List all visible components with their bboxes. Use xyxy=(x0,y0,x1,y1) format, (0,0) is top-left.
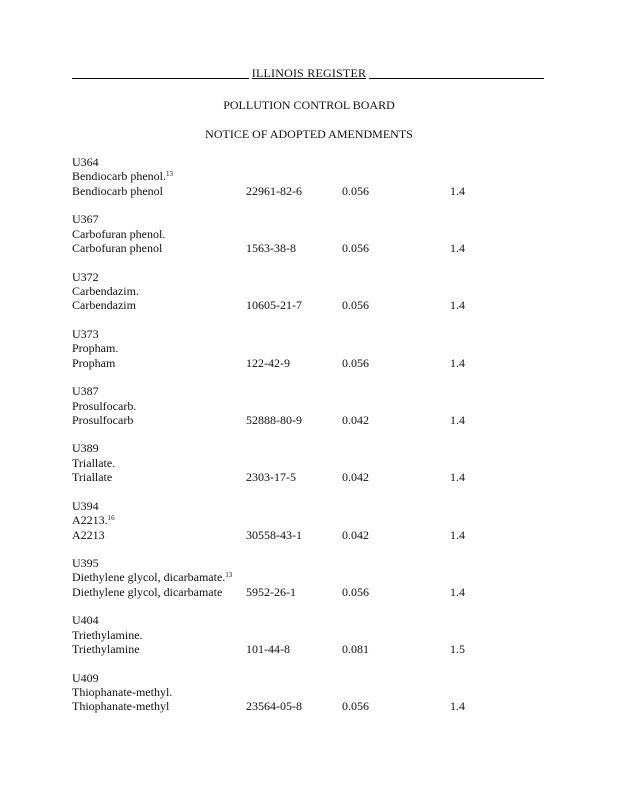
constituent-name: Diethylene glycol, dicarbamate xyxy=(72,584,223,599)
waste-entry xyxy=(72,327,552,384)
footnote-marker: 16 xyxy=(107,514,115,523)
waste-code: U409 xyxy=(72,670,99,685)
waste-description xyxy=(72,399,136,413)
nonwastewater-standard: 1.4 xyxy=(450,355,465,370)
constituent-name: Prosulfocarb xyxy=(72,412,134,427)
waste-entry xyxy=(72,556,552,613)
cas-number: 30558-43-1 xyxy=(246,527,302,542)
waste-entry xyxy=(72,499,552,556)
waste-code: U395 xyxy=(72,556,99,571)
description-text: Carbendazim. xyxy=(72,283,139,298)
description-text: Triallate. xyxy=(72,455,116,470)
nonwastewater-standard: 1.4 xyxy=(450,412,465,427)
waste-description xyxy=(72,570,232,584)
waste-description xyxy=(72,169,173,183)
constituent-name: Triethylamine xyxy=(72,642,140,657)
description-text: Bendiocarb phenol. xyxy=(72,169,166,184)
waste-description xyxy=(72,685,172,699)
waste-code: U394 xyxy=(72,498,99,513)
description-text: Carbofuran phenol. xyxy=(72,226,166,241)
description-text: A2213. xyxy=(72,513,108,528)
waste-description xyxy=(72,628,143,642)
waste-code-list xyxy=(72,155,552,728)
description-text: Triethylamine. xyxy=(72,627,143,642)
nonwastewater-standard: 1.4 xyxy=(450,527,465,542)
waste-code: U389 xyxy=(72,441,99,456)
waste-description xyxy=(72,513,115,527)
notice-title: NOTICE OF ADOPTED AMENDMENTS xyxy=(205,127,413,141)
wastewater-standard: 0.042 xyxy=(342,470,369,485)
footnote-marker: 13 xyxy=(165,170,173,179)
cas-number: 22961-82-6 xyxy=(246,183,302,198)
board-name: POLLUTION CONTROL BOARD xyxy=(223,98,395,112)
cas-number: 101-44-8 xyxy=(246,642,290,657)
waste-entry xyxy=(72,270,552,327)
wastewater-standard: 0.056 xyxy=(342,183,369,198)
wastewater-standard: 0.081 xyxy=(342,642,369,657)
description-text: Thiophanate-methyl. xyxy=(72,685,173,700)
wastewater-standard: 0.056 xyxy=(342,584,369,599)
waste-description xyxy=(72,227,165,241)
nonwastewater-standard: 1.4 xyxy=(450,183,465,198)
constituent-name: Thiophanate-methyl xyxy=(72,699,170,714)
cas-number: 52888-80-9 xyxy=(246,412,302,427)
constituent-name: Carbendazim xyxy=(72,298,136,313)
cas-number: 23564-05-8 xyxy=(246,699,302,714)
description-text: Diethylene glycol, dicarbamate. xyxy=(72,570,226,585)
description-text: Prosulfocarb. xyxy=(72,398,137,413)
waste-description xyxy=(72,341,118,355)
nonwastewater-standard: 1.4 xyxy=(450,241,465,256)
footnote-marker: 13 xyxy=(225,571,233,580)
waste-entry xyxy=(72,155,552,212)
wastewater-standard: 0.056 xyxy=(342,355,369,370)
constituent-name: Bendiocarb phenol xyxy=(72,183,163,198)
wastewater-standard: 0.056 xyxy=(342,241,369,256)
cas-number: 5952-26-1 xyxy=(246,584,296,599)
waste-code: U367 xyxy=(72,212,99,227)
nonwastewater-standard: 1.4 xyxy=(450,298,465,313)
wastewater-standard: 0.056 xyxy=(342,699,369,714)
cas-number: 10605-21-7 xyxy=(246,298,302,313)
wastewater-standard: 0.042 xyxy=(342,527,369,542)
register-title: ILLINOIS REGISTER xyxy=(0,66,618,81)
waste-entry xyxy=(72,613,552,670)
waste-description xyxy=(72,284,139,298)
waste-code: U373 xyxy=(72,326,99,341)
wastewater-standard: 0.056 xyxy=(342,298,369,313)
cas-number: 1563-38-8 xyxy=(246,241,296,256)
waste-entry xyxy=(72,384,552,441)
nonwastewater-standard: 1.4 xyxy=(450,584,465,599)
constituent-name: Propham xyxy=(72,355,116,370)
waste-code: U364 xyxy=(72,155,99,169)
waste-code: U404 xyxy=(72,613,99,628)
nonwastewater-standard: 1.4 xyxy=(450,699,465,714)
waste-entry xyxy=(72,441,552,498)
cas-number: 2303-17-5 xyxy=(246,470,296,485)
nonwastewater-standard: 1.5 xyxy=(450,642,465,657)
waste-description xyxy=(72,456,115,470)
constituent-name: A2213 xyxy=(72,527,105,542)
constituent-name: Triallate xyxy=(72,470,113,485)
description-text: Propham. xyxy=(72,341,119,356)
waste-code: U387 xyxy=(72,384,99,399)
constituent-name: Carbofuran phenol xyxy=(72,241,163,256)
cas-number: 122-42-9 xyxy=(246,355,290,370)
waste-entry xyxy=(72,671,552,728)
waste-code: U372 xyxy=(72,269,99,284)
wastewater-standard: 0.042 xyxy=(342,412,369,427)
waste-entry xyxy=(72,212,552,269)
nonwastewater-standard: 1.4 xyxy=(450,470,465,485)
